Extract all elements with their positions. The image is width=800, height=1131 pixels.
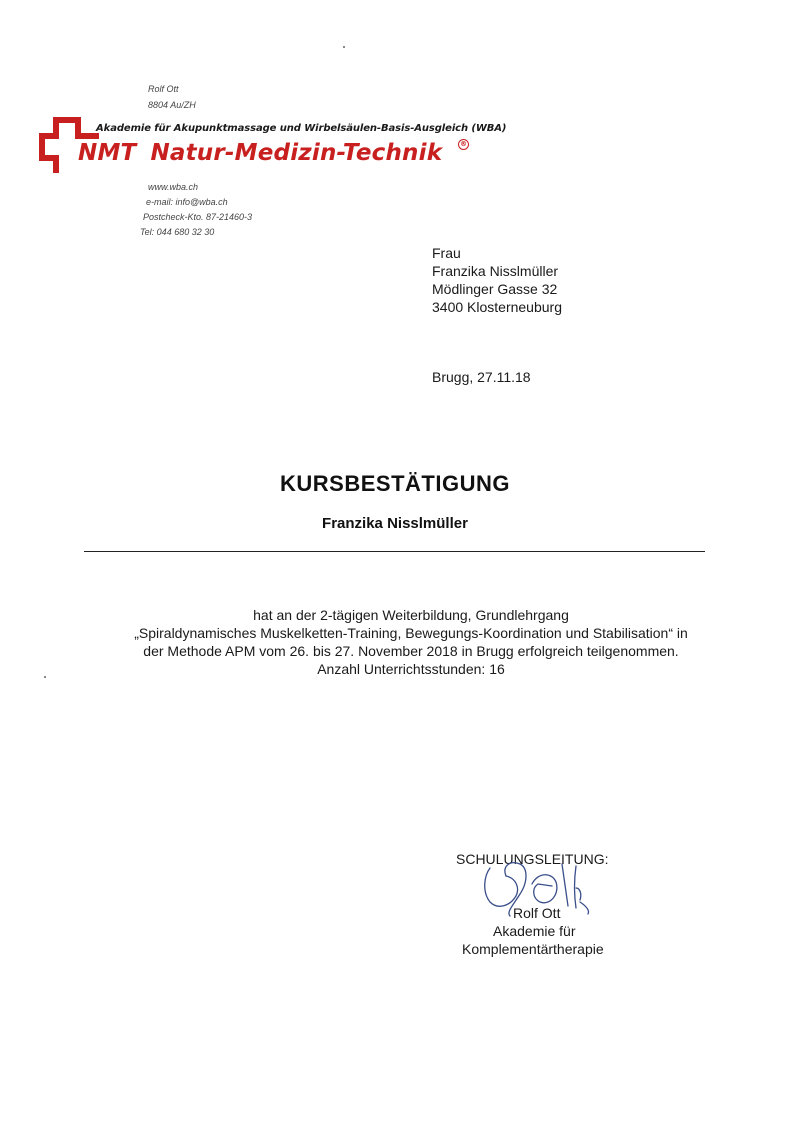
contact-account: Postcheck-Kto. 87-21460-3 bbox=[143, 212, 253, 222]
scan-speck bbox=[44, 676, 46, 678]
recipient-salutation: Frau bbox=[432, 245, 461, 261]
recipient-street: Mödlinger Gasse 32 bbox=[432, 281, 558, 297]
body-line-2: „Spiraldynamisches Muskelketten-Training, Bewegungs-Koordination und Stabilisation“ in bbox=[134, 625, 688, 641]
document-title: KURSBESTÄTIGUNG bbox=[280, 471, 510, 496]
signature-org-line-1: Akademie für bbox=[493, 923, 576, 939]
divider bbox=[84, 551, 705, 552]
contact-email: e-mail: info@wba.ch bbox=[146, 197, 228, 207]
logo-tagline: Akademie für Akupunktmassage und Wirbelsäulen-Basis-Ausgleich (WBA) bbox=[96, 123, 507, 134]
sender-name: Rolf Ott bbox=[148, 84, 179, 94]
scan-speck bbox=[343, 46, 345, 48]
participant-name: Franzika Nisslmüller bbox=[322, 515, 468, 532]
body-line-4: Anzahl Unterrichtsstunden: 16 bbox=[317, 661, 505, 677]
recipient-city: 3400 Klosterneuburg bbox=[432, 299, 562, 315]
sender-place: 8804 Au/ZH bbox=[148, 100, 196, 110]
signature-name: Rolf Ott bbox=[513, 905, 561, 921]
logo-wordmark bbox=[78, 140, 442, 166]
body-line-3: der Methode APM vom 26. bis 27. November 2018 in Brugg erfolgreich teilgenommen. bbox=[143, 643, 679, 659]
contact-web: www.wba.ch bbox=[148, 182, 199, 192]
logo-abbr: NMT bbox=[78, 140, 137, 166]
logo-name: Natur-Medizin-Technik bbox=[150, 140, 443, 166]
registered-mark: ® bbox=[460, 140, 467, 148]
signature-heading: SCHULUNGSLEITUNG: bbox=[456, 851, 609, 867]
signature-org-line-2: Komplementärtherapie bbox=[462, 941, 604, 957]
recipient-name: Franzika Nisslmüller bbox=[432, 263, 559, 279]
date-line: Brugg, 27.11.18 bbox=[432, 369, 531, 385]
body-line-1: hat an der 2-tägigen Weiterbildung, Grundlehrgang bbox=[253, 607, 569, 623]
contact-phone: Tel: 044 680 32 30 bbox=[140, 227, 215, 237]
